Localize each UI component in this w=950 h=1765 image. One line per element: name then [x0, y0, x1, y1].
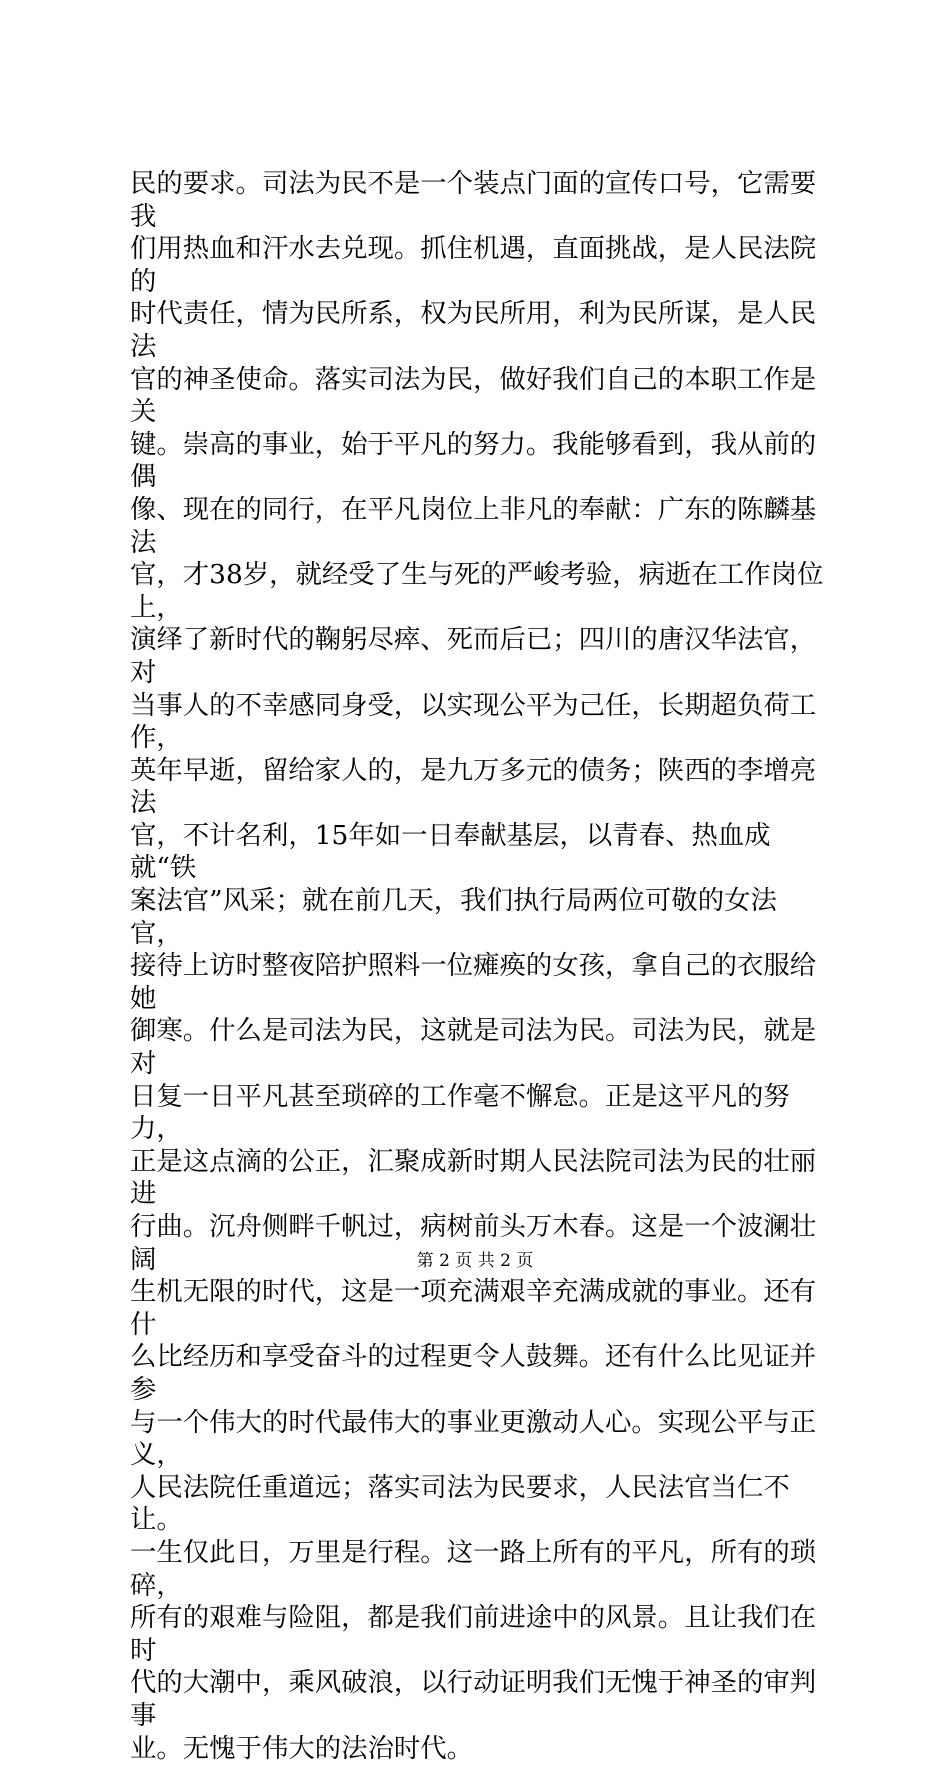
page-footer: 第 2 页 共 2 页 — [416, 1251, 534, 1271]
body-paragraph: 民的要求。司法为民不是一个装点门面的宣传口号，它需要我 们用热血和汗水去兑现。抓住机遇，直面挑战，是人民法院的 时代责任，情为民所系，权为民所用，利为民所谋，是人民法 官的神圣使命。落实司法为民，做好我们自己的本职工作是关 键。崇高的事业，始于平凡的努力。我能够看到，我从前的偶 像、现在的同行，在平凡岗位上非凡的奉献：广东的陈麟基法 官，才38岁，就经受了生与死的严峻考验，病逝在工作岗位上， 演绎了新时代的鞠躬尽瘁、死而后已；四川的唐汉华法官，对 当事人的不幸感同身受，以实现公平为己任，长期超负荷工作， 英年早逝，留给家人的，是九万多元的债务；陕西的李增亮法 官，不计名利，15年如一日奉献基层，以青春、热血成就“铁 案法官”风采；就在前几天，我们执行局两位可敬的女法官， 接待上访时整夜陪护照料一位瘫痪的女孩，拿自己的衣服给她 御寒。什么是司法为民，这就是司法为民。司法为民，就是对 日复一日平凡甚至琐碎的工作毫不懈怠。正是这平凡的努力， 正是这点滴的公正，汇聚成新时期人民法院司法为民的壮丽进 行曲。沉舟侧畔千帆过，病树前头万木春。这是一个波澜壮阔 生机无限的时代，这是一项充满艰辛充满成就的事业。还有什 么比经历和享受奋斗的过程更令人鼓舞。还有什么比见证并参 与一个伟大的时代最伟大的事业更激动人心。实现公平与正义， 人民法院任重道远；落实司法为民要求，人民法官当仁不让。 一生仅此日，万里是行程。这一路上所有的平凡，所有的琐碎， 所有的艰难与险阻，都是我们前进途中的风景。且让我们在时 代的大潮中，乘风破浪，以行动证明我们无愧于神圣的审判事 业。无愧于伟大的法治时代。 — [130, 168, 824, 1764]
